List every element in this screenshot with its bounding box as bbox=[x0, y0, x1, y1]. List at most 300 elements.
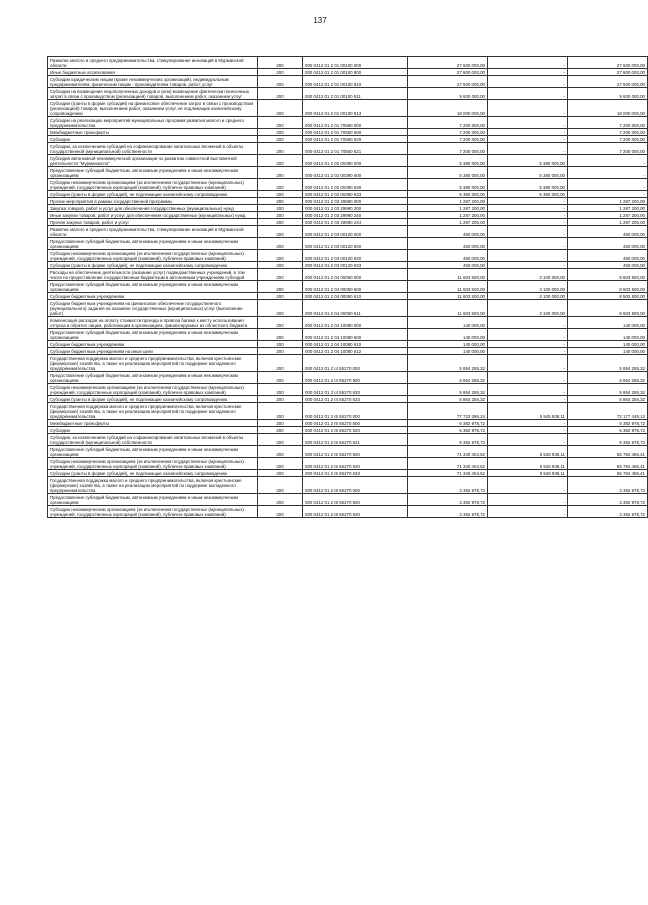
row-classification-code: 000 0412 01 2 I4 55270 630 bbox=[303, 384, 408, 396]
row-name: Субсидии (гранты в форме субсидий), не подлежащие казначейскому сопровождению bbox=[48, 470, 258, 477]
row-line-code: 200 bbox=[258, 191, 303, 198]
table-row bbox=[48, 57, 648, 69]
row-approved-amount: 450 000,00 bbox=[408, 226, 488, 238]
row-classification-code: 000 0412 01 2 01 70550 520 bbox=[303, 136, 408, 143]
table-row bbox=[48, 355, 648, 372]
row-unexecuted-amount: 140 000,00 bbox=[568, 341, 648, 348]
row-classification-code: 000 0412 01 2 01 70550 000 bbox=[303, 117, 408, 129]
row-line-code: 200 bbox=[258, 341, 303, 348]
row-name: Субсидии бюджетным учреждениям bbox=[48, 341, 258, 348]
row-name: Субсидии на реализацию мероприятий муниципальных программ развития малого и среднего предпринимательства bbox=[48, 117, 258, 129]
row-line-code: 200 bbox=[258, 348, 303, 355]
row-name: Предоставление субсидий бюджетным, автономным учреждениям и иным некоммерческим организациям bbox=[48, 238, 258, 250]
row-unexecuted-amount: 6 382 978,72 bbox=[568, 420, 648, 427]
row-name: Компенсация расходов на оплату стоимости проезда и провоза багажа к месту использования отпуска и обратно лицам, работающим в организациях, финансируемых из областного бюджета bbox=[48, 317, 258, 329]
row-unexecuted-amount: 27 600 000,00 bbox=[568, 76, 648, 88]
row-approved-amount: 450 000,00 bbox=[408, 262, 488, 269]
row-executed-amount: - bbox=[488, 262, 568, 269]
row-executed-amount: - bbox=[488, 396, 568, 403]
row-unexecuted-amount: 1 287 200,00 bbox=[568, 219, 648, 226]
row-classification-code: 000 0412 01 2 I4 55270 600 bbox=[303, 372, 408, 384]
row-approved-amount: 77 723 386,24 bbox=[408, 403, 488, 420]
row-unexecuted-amount: 65 794 466,41 bbox=[568, 446, 648, 458]
row-approved-amount: 140 000,00 bbox=[408, 341, 488, 348]
row-approved-amount: 6 382 978,72 bbox=[408, 427, 488, 434]
table-row bbox=[48, 384, 648, 396]
row-approved-amount: 140 000,00 bbox=[408, 348, 488, 355]
row-classification-code: 000 0412 01 2 I5 55270 521 bbox=[303, 434, 408, 446]
row-line-code: 200 bbox=[258, 420, 303, 427]
row-classification-code: 000 0412 01 2 01 00100 813 bbox=[303, 100, 408, 117]
row-executed-amount: - bbox=[488, 205, 568, 212]
row-approved-amount: 1 287 200,00 bbox=[408, 198, 488, 205]
row-unexecuted-amount: 3 382 978,72 bbox=[568, 494, 648, 506]
row-line-code: 200 bbox=[258, 262, 303, 269]
row-executed-amount: - bbox=[488, 317, 568, 329]
row-classification-code: 000 0412 01 2 I8 55270 630 bbox=[303, 506, 408, 518]
row-name: Субсидии bbox=[48, 427, 258, 434]
row-approved-amount: 3 382 978,72 bbox=[408, 494, 488, 506]
row-approved-amount: 6 382 978,72 bbox=[408, 420, 488, 427]
table-row bbox=[48, 403, 648, 420]
row-approved-amount: 5 864 255,32 bbox=[408, 355, 488, 372]
row-classification-code: 000 0412 01 2 04 00050 611 bbox=[303, 300, 408, 317]
row-executed-amount: - bbox=[488, 329, 568, 341]
row-unexecuted-amount: 450 000,00 bbox=[568, 226, 648, 238]
row-classification-code: 000 0412 01 2 I5 55270 630 bbox=[303, 458, 408, 470]
row-approved-amount: 5 380 000,00 bbox=[408, 155, 488, 167]
row-name: Субсидии бюджетным учреждениям bbox=[48, 293, 258, 300]
row-name: Субсидии некоммерческим организациям (за исключением государственных (муниципальных) учреждений, государственных корпораций (компаний), публично-правовых компаний) bbox=[48, 384, 258, 396]
row-classification-code: 000 0412 01 2 03 29990 244 bbox=[303, 219, 408, 226]
row-executed-amount: - bbox=[488, 57, 568, 69]
row-classification-code: 000 0412 01 2 I5 55270 500 bbox=[303, 420, 408, 427]
table-row bbox=[48, 420, 648, 427]
row-name: Предоставление субсидий бюджетным, автономным учреждениям и иным некоммерческим организациям bbox=[48, 167, 258, 179]
row-classification-code: 000 0412 01 2 I8 55270 000 bbox=[303, 477, 408, 494]
row-classification-code: 000 0412 01 2 03 29990 240 bbox=[303, 212, 408, 219]
row-executed-amount: - bbox=[488, 143, 568, 155]
row-executed-amount: - bbox=[488, 88, 568, 100]
row-name: Государственная поддержка малого и среднего предпринимательства, включая крестьянские (фермерские) хозяйства, а также на реализацию мероприятий по поддержке молодежного предпринимательства bbox=[48, 355, 258, 372]
row-unexecuted-amount: 72 177 448,13 bbox=[568, 403, 648, 420]
row-line-code: 200 bbox=[258, 403, 303, 420]
row-line-code: 200 bbox=[258, 329, 303, 341]
row-classification-code: 000 0412 01 2 I5 55270 633 bbox=[303, 470, 408, 477]
row-line-code: 200 bbox=[258, 219, 303, 226]
row-approved-amount: 3 382 978,72 bbox=[408, 477, 488, 494]
row-executed-amount: 3 100 000,00 bbox=[488, 269, 568, 281]
table-row bbox=[48, 458, 648, 470]
row-line-code: 200 bbox=[258, 250, 303, 262]
row-executed-amount: 5 545 938,11 bbox=[488, 403, 568, 420]
table-row bbox=[48, 117, 648, 129]
row-executed-amount: - bbox=[488, 384, 568, 396]
row-name: Межбюджетные трансферты bbox=[48, 129, 258, 136]
row-name: Субсидии (гранты в форме субсидий) на финансовое обеспечение затрат в связи с производством (реализацией) товаров, выполнением работ, оказанием услуг, не подлежащие казначейскому сопровождению bbox=[48, 100, 258, 117]
row-executed-amount: - bbox=[488, 372, 568, 384]
row-approved-amount: 7 200 000,00 bbox=[408, 143, 488, 155]
table-row bbox=[48, 470, 648, 477]
row-executed-amount: 5 380 000,00 bbox=[488, 155, 568, 167]
row-unexecuted-amount: - bbox=[568, 179, 648, 191]
table-row bbox=[48, 269, 648, 281]
row-classification-code: 000 0412 01 2 04 10080 600 bbox=[303, 329, 408, 341]
table-row bbox=[48, 129, 648, 136]
row-classification-code: 000 0412 01 2 04 10080 612 bbox=[303, 348, 408, 355]
row-name: Субсидии bbox=[48, 136, 258, 143]
row-unexecuted-amount: 5 864 255,32 bbox=[568, 384, 648, 396]
table-row bbox=[48, 226, 648, 238]
row-executed-amount: 3 100 000,00 bbox=[488, 281, 568, 293]
table-row bbox=[48, 155, 648, 167]
table-row bbox=[48, 143, 648, 155]
row-line-code: 200 bbox=[258, 205, 303, 212]
row-unexecuted-amount: 18 000 000,00 bbox=[568, 100, 648, 117]
row-line-code: 200 bbox=[258, 117, 303, 129]
row-name: Прочие мероприятия в рамках государственной программы bbox=[48, 198, 258, 205]
table-row bbox=[48, 477, 648, 494]
table-row bbox=[48, 198, 648, 205]
row-approved-amount: 71 340 404,52 bbox=[408, 470, 488, 477]
row-executed-amount: 5 380 000,00 bbox=[488, 167, 568, 179]
table-row bbox=[48, 329, 648, 341]
row-classification-code: 000 0412 01 2 I5 55270 000 bbox=[303, 403, 408, 420]
row-unexecuted-amount: - bbox=[568, 191, 648, 198]
row-executed-amount: 5 545 938,11 bbox=[488, 470, 568, 477]
row-line-code: 200 bbox=[258, 88, 303, 100]
row-classification-code: 000 0412 01 2 I8 55270 600 bbox=[303, 494, 408, 506]
row-name: Закупка товаров, работ и услуг для обеспечения государственных (муниципальных) нужд bbox=[48, 205, 258, 212]
table-row bbox=[48, 372, 648, 384]
row-approved-amount: 5 864 255,32 bbox=[408, 372, 488, 384]
row-classification-code: 000 0412 01 2 03 00120 630 bbox=[303, 250, 408, 262]
row-name: Иные закупки товаров, работ и услуг для обеспечения государственных (муниципальных) нужд bbox=[48, 212, 258, 219]
row-unexecuted-amount: 5 864 255,32 bbox=[568, 396, 648, 403]
table-row bbox=[48, 262, 648, 269]
row-unexecuted-amount: 450 000,00 bbox=[568, 250, 648, 262]
row-approved-amount: 11 603 500,00 bbox=[408, 269, 488, 281]
row-approved-amount: 27 600 000,00 bbox=[408, 57, 488, 69]
row-approved-amount: 3 382 978,72 bbox=[408, 506, 488, 518]
table-row bbox=[48, 317, 648, 329]
page-number: 137 bbox=[313, 16, 327, 25]
row-name: Субсидии бюджетным учреждениям на иные цели bbox=[48, 348, 258, 355]
row-line-code: 200 bbox=[258, 69, 303, 76]
row-unexecuted-amount: 27 600 000,00 bbox=[568, 69, 648, 76]
table-row bbox=[48, 348, 648, 355]
row-unexecuted-amount: 450 000,00 bbox=[568, 262, 648, 269]
row-line-code: 200 bbox=[258, 136, 303, 143]
row-name: Государственная поддержка малого и среднего предпринимательства, включая крестьянские (фермерские) хозяйства, а также на реализацию мероприятий по поддержке молодежного предпринимательства bbox=[48, 477, 258, 494]
row-executed-amount: - bbox=[488, 434, 568, 446]
row-unexecuted-amount: 1 287 200,00 bbox=[568, 205, 648, 212]
row-unexecuted-amount: 8 503 500,00 bbox=[568, 300, 648, 317]
row-approved-amount: 7 200 000,00 bbox=[408, 117, 488, 129]
row-name: Субсидии, за исключением субсидий на софинансирование капитальных вложений в объекты государственной (муниципальной) собственности bbox=[48, 143, 258, 155]
row-executed-amount: - bbox=[488, 420, 568, 427]
row-approved-amount: 11 603 500,00 bbox=[408, 281, 488, 293]
row-unexecuted-amount: 5 864 255,32 bbox=[568, 372, 648, 384]
row-line-code: 200 bbox=[258, 300, 303, 317]
row-unexecuted-amount: 6 382 978,72 bbox=[568, 434, 648, 446]
row-unexecuted-amount: 140 000,00 bbox=[568, 348, 648, 355]
row-line-code: 200 bbox=[258, 76, 303, 88]
table-row bbox=[48, 396, 648, 403]
row-name: Иные бюджетные ассигнования bbox=[48, 69, 258, 76]
row-classification-code: 000 0412 01 2 01 70550 521 bbox=[303, 143, 408, 155]
row-unexecuted-amount: 27 600 000,00 bbox=[568, 57, 648, 69]
table-row bbox=[48, 281, 648, 293]
row-line-code: 200 bbox=[258, 372, 303, 384]
table-row bbox=[48, 100, 648, 117]
row-classification-code: 000 0412 01 2 04 10080 610 bbox=[303, 341, 408, 348]
table-row bbox=[48, 191, 648, 198]
row-classification-code: 000 0412 01 2 04 00050 610 bbox=[303, 293, 408, 300]
row-name: Государственная поддержка малого и среднего предпринимательства, включая крестьянские (фермерские) хозяйства, а также на реализацию мероприятий по поддержке молодежного предпринимательства bbox=[48, 403, 258, 420]
row-classification-code: 000 0412 01 2 03 00120 600 bbox=[303, 238, 408, 250]
row-line-code: 200 bbox=[258, 269, 303, 281]
row-executed-amount: - bbox=[488, 427, 568, 434]
row-executed-amount: - bbox=[488, 355, 568, 372]
row-executed-amount: 3 100 000,00 bbox=[488, 300, 568, 317]
row-approved-amount: 5 380 000,00 bbox=[408, 191, 488, 198]
row-unexecuted-amount: 7 200 000,00 bbox=[568, 143, 648, 155]
row-classification-code: 000 0412 01 2 01 00100 810 bbox=[303, 76, 408, 88]
row-executed-amount: - bbox=[488, 477, 568, 494]
row-approved-amount: 11 603 500,00 bbox=[408, 300, 488, 317]
budget-table-body bbox=[48, 57, 648, 518]
row-name: Предоставление субсидий бюджетным, автономным учреждениям и иным некоммерческим организациям bbox=[48, 281, 258, 293]
table-row bbox=[48, 136, 648, 143]
row-executed-amount: - bbox=[488, 129, 568, 136]
row-approved-amount: 71 340 404,52 bbox=[408, 446, 488, 458]
row-unexecuted-amount: 6 382 978,72 bbox=[568, 427, 648, 434]
row-unexecuted-amount: 1 287 200,00 bbox=[568, 212, 648, 219]
row-name: Субсидии (гранты в форме субсидий), не подлежащие казначейскому сопровождению bbox=[48, 191, 258, 198]
row-line-code: 200 bbox=[258, 506, 303, 518]
row-unexecuted-amount: 7 200 000,00 bbox=[568, 136, 648, 143]
row-executed-amount: - bbox=[488, 76, 568, 88]
table-row bbox=[48, 506, 648, 518]
table-row bbox=[48, 76, 648, 88]
row-name: Предоставление субсидий бюджетным, автономным учреждениям и иным некоммерческим организациям bbox=[48, 372, 258, 384]
row-unexecuted-amount: 140 000,00 bbox=[568, 329, 648, 341]
row-approved-amount: 11 603 500,00 bbox=[408, 293, 488, 300]
row-classification-code: 000 0412 01 2 01 00100 000 bbox=[303, 57, 408, 69]
row-approved-amount: 140 000,00 bbox=[408, 329, 488, 341]
row-classification-code: 000 0412 01 2 01 70550 500 bbox=[303, 129, 408, 136]
row-executed-amount: - bbox=[488, 136, 568, 143]
row-classification-code: 000 0412 01 2 I5 55270 600 bbox=[303, 446, 408, 458]
row-line-code: 200 bbox=[258, 317, 303, 329]
row-unexecuted-amount: 65 794 466,41 bbox=[568, 470, 648, 477]
row-executed-amount: 5 545 938,11 bbox=[488, 458, 568, 470]
row-classification-code: 000 0412 01 2 02 00390 630 bbox=[303, 179, 408, 191]
row-unexecuted-amount: - bbox=[568, 155, 648, 167]
row-executed-amount: - bbox=[488, 250, 568, 262]
table-row bbox=[48, 434, 648, 446]
row-name: Прочая закупка товаров, работ и услуг bbox=[48, 219, 258, 226]
row-approved-amount: 27 600 000,00 bbox=[408, 69, 488, 76]
row-unexecuted-amount: 3 382 978,72 bbox=[568, 477, 648, 494]
row-line-code: 200 bbox=[258, 384, 303, 396]
row-approved-amount: 5 380 000,00 bbox=[408, 179, 488, 191]
table-row bbox=[48, 293, 648, 300]
row-line-code: 200 bbox=[258, 143, 303, 155]
row-classification-code: 000 0412 01 2 I4 55270 000 bbox=[303, 355, 408, 372]
row-executed-amount: - bbox=[488, 494, 568, 506]
row-unexecuted-amount: 3 382 978,72 bbox=[568, 506, 648, 518]
row-executed-amount: - bbox=[488, 69, 568, 76]
row-unexecuted-amount: 1 287 200,00 bbox=[568, 198, 648, 205]
row-approved-amount: 9 600 000,00 bbox=[408, 88, 488, 100]
row-unexecuted-amount: 8 503 500,00 bbox=[568, 293, 648, 300]
row-approved-amount: 71 340 404,52 bbox=[408, 458, 488, 470]
row-executed-amount: - bbox=[488, 219, 568, 226]
row-name: Субсидии некоммерческим организациям (за исключением государственных (муниципальных) учреждений, государственных корпораций (компаний), публично-правовых компаний) bbox=[48, 179, 258, 191]
table-row bbox=[48, 88, 648, 100]
row-name: Субсидии некоммерческим организациям (за исключением государственных (муниципальных) учреждений, государственных корпораций (компаний), публично-правовых компаний) bbox=[48, 506, 258, 518]
table-row bbox=[48, 167, 648, 179]
row-approved-amount: 5 864 255,32 bbox=[408, 384, 488, 396]
row-classification-code: 000 0412 01 2 03 29990 200 bbox=[303, 205, 408, 212]
row-unexecuted-amount: - bbox=[568, 167, 648, 179]
row-classification-code: 000 0412 01 2 04 00050 000 bbox=[303, 269, 408, 281]
row-executed-amount: 3 100 000,00 bbox=[488, 293, 568, 300]
row-approved-amount: 450 000,00 bbox=[408, 250, 488, 262]
table-row bbox=[48, 219, 648, 226]
row-classification-code: 000 0412 01 2 02 00390 633 bbox=[303, 191, 408, 198]
row-classification-code: 000 0412 01 2 01 00100 811 bbox=[303, 88, 408, 100]
table-row bbox=[48, 300, 648, 317]
row-executed-amount: 5 380 000,00 bbox=[488, 179, 568, 191]
table-row bbox=[48, 427, 648, 434]
row-name: Субсидии юридическим лицам (кроме некоммерческих организаций), индивидуальным предпринимателям, физическим лицам - производителям товаров, работ, услуг bbox=[48, 76, 258, 88]
row-approved-amount: 18 000 000,00 bbox=[408, 100, 488, 117]
row-approved-amount: 1 287 200,00 bbox=[408, 219, 488, 226]
row-name: Предоставление субсидий бюджетным, автономным учреждениям и иным некоммерческим организациям bbox=[48, 329, 258, 341]
row-classification-code: 000 0412 01 2 02 00390 600 bbox=[303, 167, 408, 179]
row-line-code: 200 bbox=[258, 458, 303, 470]
row-name: Субсидии некоммерческим организациям (за исключением государственных (муниципальных) учреждений, государственных корпораций (компаний), публично-правовых компаний) bbox=[48, 250, 258, 262]
row-name: Расходы на обеспечение деятельности (оказание услуг) подведомственных учреждений, в том числе на предоставление государственным бюджетным и автономным учреждениям субсидий bbox=[48, 269, 258, 281]
row-classification-code: 000 0412 01 2 I5 55270 520 bbox=[303, 427, 408, 434]
table-row bbox=[48, 446, 648, 458]
table-row bbox=[48, 494, 648, 506]
table-row bbox=[48, 205, 648, 212]
row-classification-code: 000 0412 01 2 03 29990 000 bbox=[303, 198, 408, 205]
row-name: Развитие малого и среднего предпринимательства, стимулирование инноваций в Мурманской области bbox=[48, 226, 258, 238]
row-name: Предоставление субсидий бюджетным, автономным учреждениям и иным некоммерческим организациям bbox=[48, 446, 258, 458]
row-line-code: 200 bbox=[258, 293, 303, 300]
row-approved-amount: 5 864 255,32 bbox=[408, 396, 488, 403]
row-line-code: 200 bbox=[258, 198, 303, 205]
row-unexecuted-amount: 8 503 500,00 bbox=[568, 281, 648, 293]
row-classification-code: 000 0412 01 2 04 10080 000 bbox=[303, 317, 408, 329]
row-line-code: 200 bbox=[258, 155, 303, 167]
row-classification-code: 000 0412 01 2 I4 55270 633 bbox=[303, 396, 408, 403]
row-approved-amount: 6 382 978,72 bbox=[408, 434, 488, 446]
table-row bbox=[48, 212, 648, 219]
table-row bbox=[48, 179, 648, 191]
table-row bbox=[48, 250, 648, 262]
row-name: Субсидии (гранты в форме субсидий), не подлежащие казначейскому сопровождению bbox=[48, 262, 258, 269]
row-approved-amount: 7 200 000,00 bbox=[408, 129, 488, 136]
row-line-code: 200 bbox=[258, 477, 303, 494]
table-row bbox=[48, 341, 648, 348]
row-name: Межбюджетные трансферты bbox=[48, 420, 258, 427]
row-name: Предоставление субсидий бюджетным, автономным учреждениям и иным некоммерческим организациям bbox=[48, 494, 258, 506]
row-line-code: 200 bbox=[258, 434, 303, 446]
row-line-code: 200 bbox=[258, 470, 303, 477]
row-approved-amount: 1 287 200,00 bbox=[408, 205, 488, 212]
row-line-code: 200 bbox=[258, 57, 303, 69]
row-executed-amount: - bbox=[488, 100, 568, 117]
row-approved-amount: 1 287 200,00 bbox=[408, 212, 488, 219]
row-classification-code: 000 0412 01 2 04 00050 600 bbox=[303, 281, 408, 293]
row-executed-amount: - bbox=[488, 348, 568, 355]
row-unexecuted-amount: 7 200 000,00 bbox=[568, 129, 648, 136]
row-approved-amount: 27 600 000,00 bbox=[408, 76, 488, 88]
row-classification-code: 000 0412 01 2 02 00390 000 bbox=[303, 155, 408, 167]
row-name: Субсидии бюджетным учреждениям на финансовое обеспечение государственного (муниципального) задания на оказание государственных (муниципальных) услуг (выполнение работ) bbox=[48, 300, 258, 317]
row-line-code: 200 bbox=[258, 427, 303, 434]
row-line-code: 200 bbox=[258, 179, 303, 191]
row-executed-amount: - bbox=[488, 238, 568, 250]
row-line-code: 200 bbox=[258, 494, 303, 506]
row-line-code: 200 bbox=[258, 129, 303, 136]
row-name: Субсидии, за исключением субсидий на софинансирование капитальных вложений в объекты государственной (муниципальной) собственности bbox=[48, 434, 258, 446]
row-executed-amount: 5 380 000,00 bbox=[488, 191, 568, 198]
row-unexecuted-amount: 65 794 466,41 bbox=[568, 458, 648, 470]
row-name: Субсидии на возмещение недополученных доходов и (или) возмещение фактически понесенных затрат в связи с производством (реализацией) товаров, выполнением работ, оказанием услуг bbox=[48, 88, 258, 100]
row-name: Субсидия автономной некоммерческой организации по развитию совместной выставочной деятельности "Мурманэкспо" bbox=[48, 155, 258, 167]
row-classification-code: 000 0412 01 2 03 00120 000 bbox=[303, 226, 408, 238]
row-approved-amount: 5 380 000,00 bbox=[408, 167, 488, 179]
row-line-code: 200 bbox=[258, 281, 303, 293]
row-line-code: 200 bbox=[258, 396, 303, 403]
row-classification-code: 000 0412 01 2 01 00100 800 bbox=[303, 69, 408, 76]
row-line-code: 200 bbox=[258, 238, 303, 250]
row-executed-amount: - bbox=[488, 212, 568, 219]
row-executed-amount: - bbox=[488, 198, 568, 205]
row-unexecuted-amount: 7 200 000,00 bbox=[568, 117, 648, 129]
row-line-code: 200 bbox=[258, 212, 303, 219]
row-line-code: 200 bbox=[258, 226, 303, 238]
row-classification-code: 000 0412 01 2 03 00120 633 bbox=[303, 262, 408, 269]
row-name: Развитие малого и среднего предпринимательства, стимулирование инноваций в Мурманской области bbox=[48, 57, 258, 69]
row-executed-amount: - bbox=[488, 506, 568, 518]
row-name: Субсидии (гранты в форме субсидий), не подлежащие казначейскому сопровождению bbox=[48, 396, 258, 403]
budget-table bbox=[47, 56, 648, 518]
row-executed-amount: - bbox=[488, 226, 568, 238]
row-approved-amount: 450 000,00 bbox=[408, 238, 488, 250]
row-unexecuted-amount: 450 000,00 bbox=[568, 238, 648, 250]
table-row bbox=[48, 69, 648, 76]
row-name: Субсидии некоммерческим организациям (за исключением государственных (муниципальных) учреждений, государственных корпораций (компаний), публично-правовых компаний) bbox=[48, 458, 258, 470]
row-line-code: 200 bbox=[258, 446, 303, 458]
table-row bbox=[48, 238, 648, 250]
row-line-code: 200 bbox=[258, 100, 303, 117]
row-line-code: 200 bbox=[258, 167, 303, 179]
row-executed-amount: - bbox=[488, 341, 568, 348]
row-unexecuted-amount: 9 600 000,00 bbox=[568, 88, 648, 100]
row-unexecuted-amount: 140 000,00 bbox=[568, 317, 648, 329]
row-unexecuted-amount: 5 864 255,32 bbox=[568, 355, 648, 372]
row-approved-amount: 140 000,00 bbox=[408, 317, 488, 329]
row-unexecuted-amount: 8 503 500,00 bbox=[568, 269, 648, 281]
